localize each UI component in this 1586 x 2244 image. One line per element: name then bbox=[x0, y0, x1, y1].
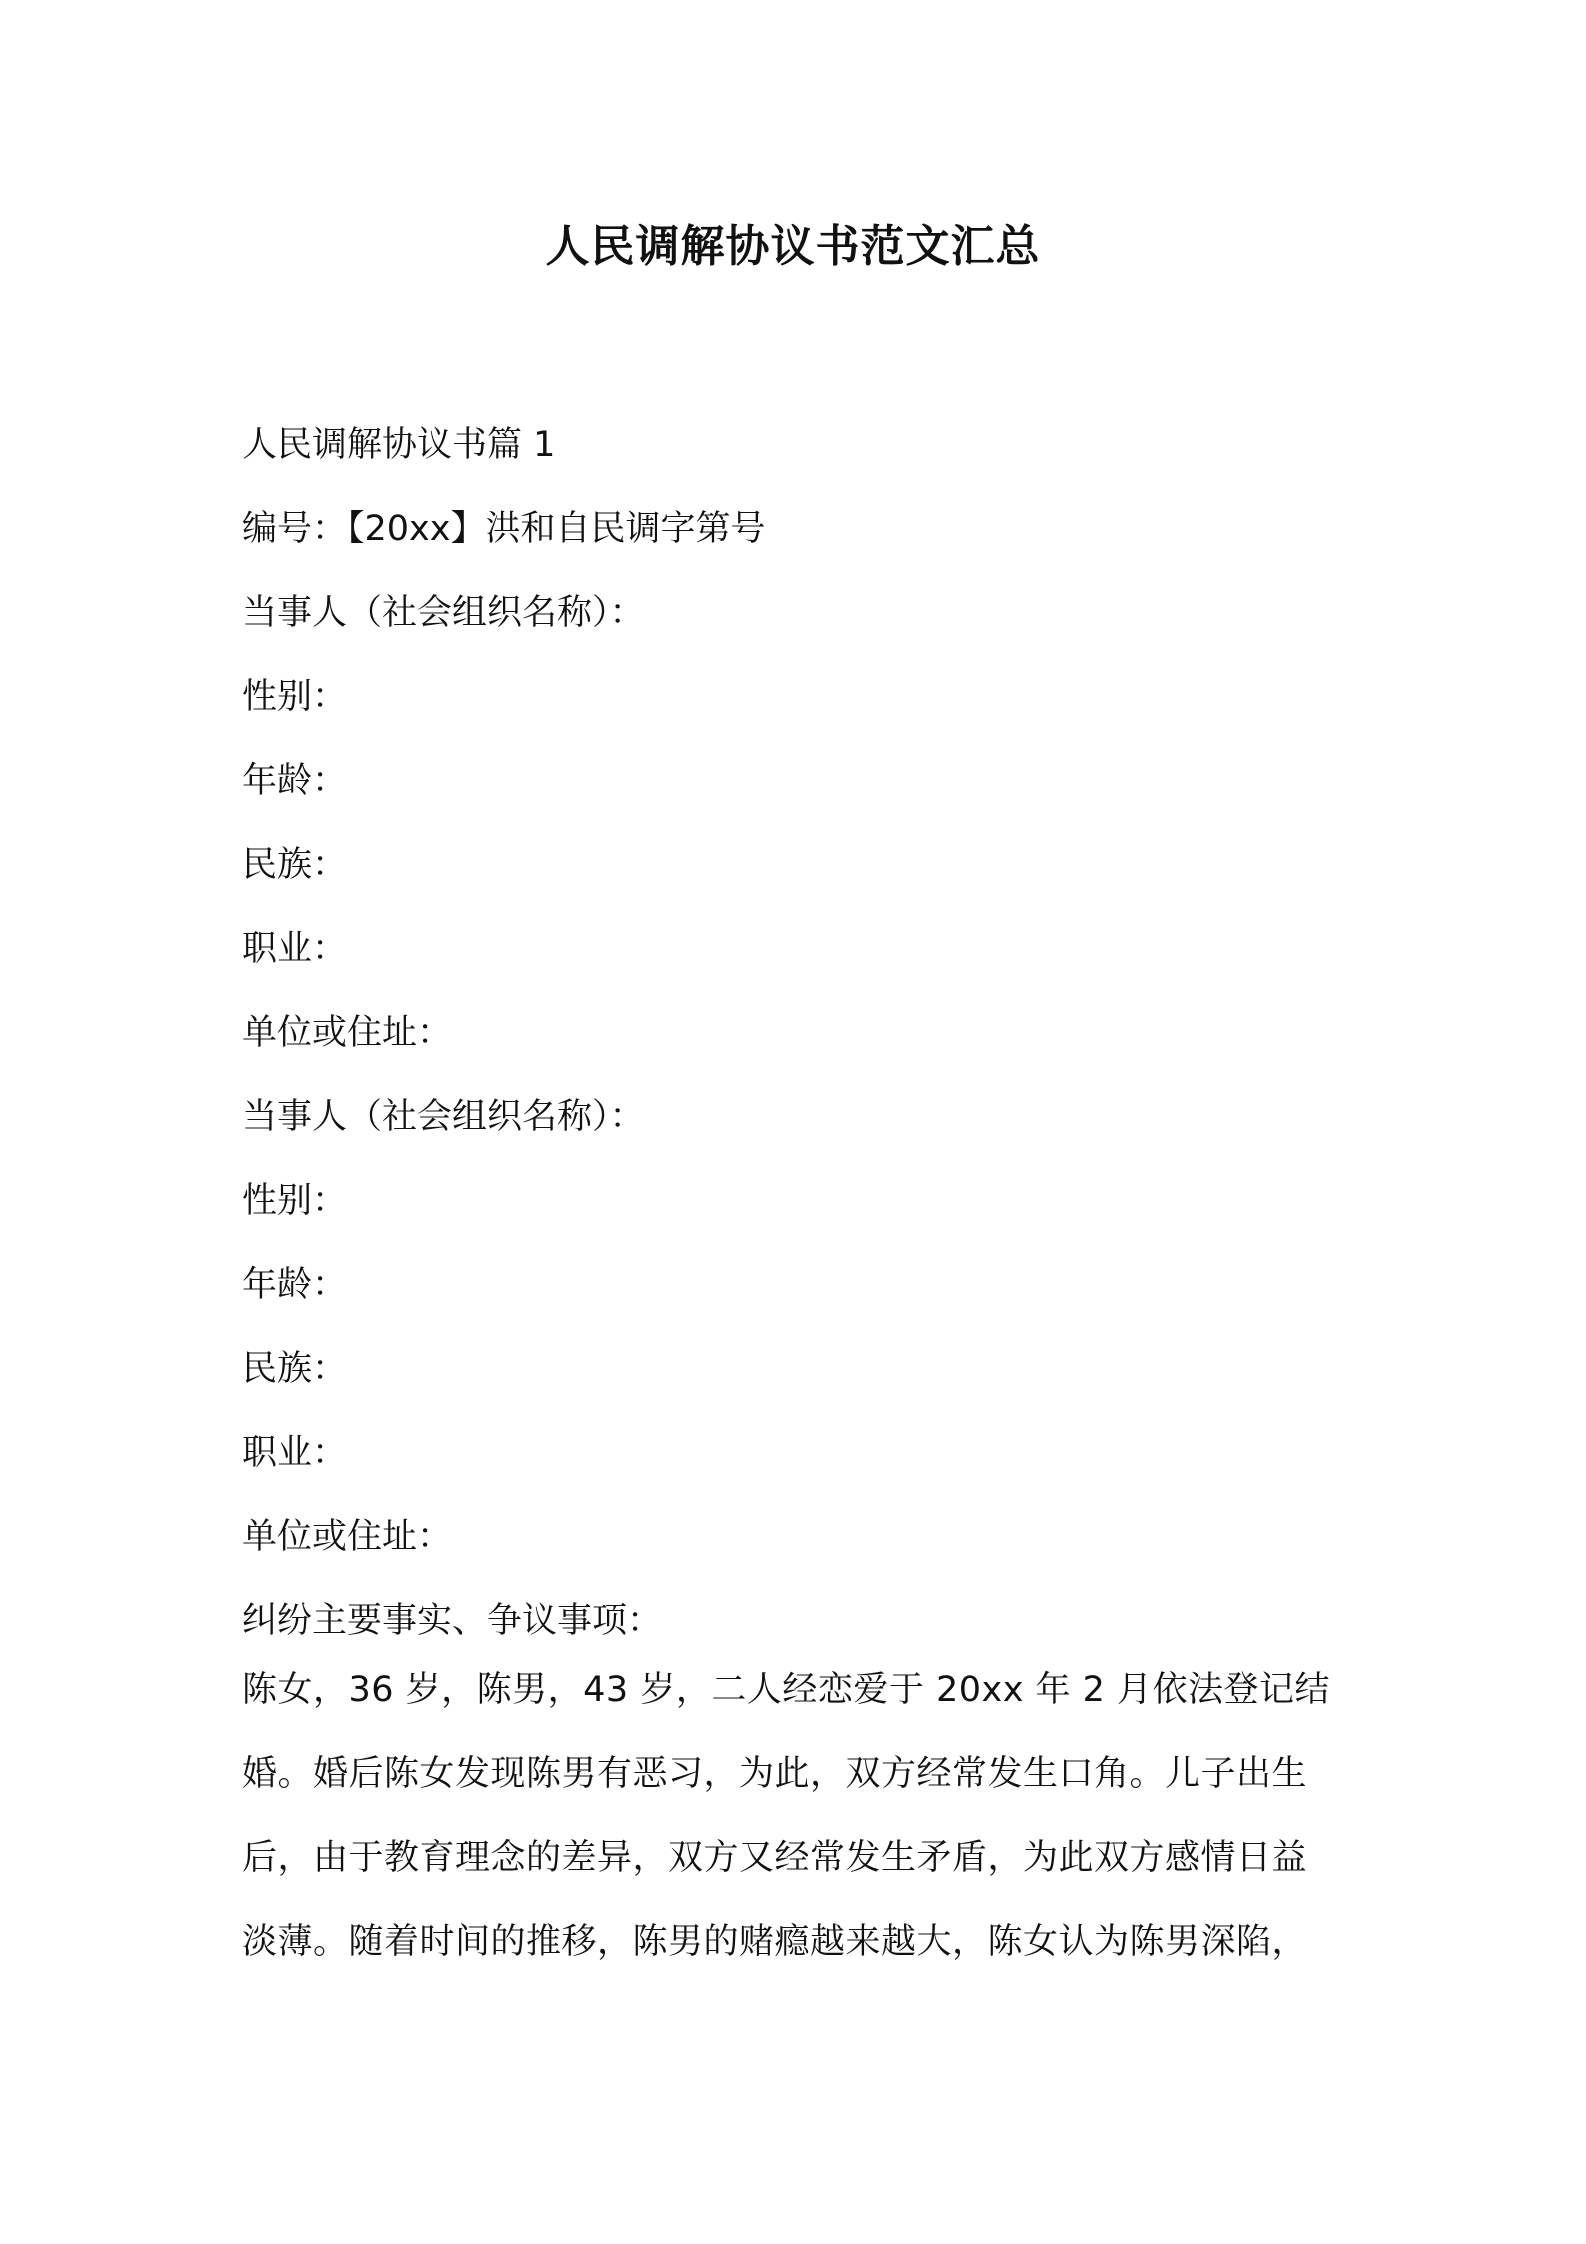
party-name-label: 当事人（社会组织名称）： bbox=[242, 1097, 645, 1137]
address-label: 单位或住址： bbox=[242, 1013, 453, 1053]
paragraph-line: 陈女，36 岁，陈男，43 岁，二人经恋爱于 20xx 年 2 月依法登记结 bbox=[242, 1670, 1331, 1710]
occupation-label: 职业： bbox=[242, 1433, 348, 1473]
dispute-description-paragraph bbox=[242, 1648, 1362, 1984]
paragraph-line: 淡薄。随着时间的推移，陈男的赌瘾越来越大，陈女认为陈男深陷， bbox=[242, 1922, 1308, 1962]
gender-label: 性别： bbox=[242, 1181, 348, 1221]
gender-label: 性别： bbox=[242, 677, 348, 717]
ethnicity-label: 民族： bbox=[242, 845, 348, 885]
paragraph-line: 婚。婚后陈女发现陈男有恶习，为此，双方经常发生口角。儿子出生 bbox=[242, 1754, 1308, 1794]
document-title: 人民调解协议书范文汇总 bbox=[545, 221, 1041, 272]
document-number: 编号：【20xx】洪和自民调字第号 bbox=[242, 509, 766, 549]
paragraph-line: 后，由于教育理念的差异，双方又经常发生矛盾，为此双方感情日益 bbox=[242, 1838, 1308, 1878]
dispute-facts-heading: 纠纷主要事实、争议事项： bbox=[242, 1601, 663, 1641]
document-field-list bbox=[242, 403, 1362, 1663]
section-heading: 人民调解协议书篇 1 bbox=[242, 425, 556, 465]
age-label: 年龄： bbox=[242, 1265, 348, 1305]
party-name-label: 当事人（社会组织名称）： bbox=[242, 593, 645, 633]
address-label: 单位或住址： bbox=[242, 1517, 453, 1557]
ethnicity-label: 民族： bbox=[242, 1349, 348, 1389]
occupation-label: 职业： bbox=[242, 929, 348, 969]
age-label: 年龄： bbox=[242, 761, 348, 801]
